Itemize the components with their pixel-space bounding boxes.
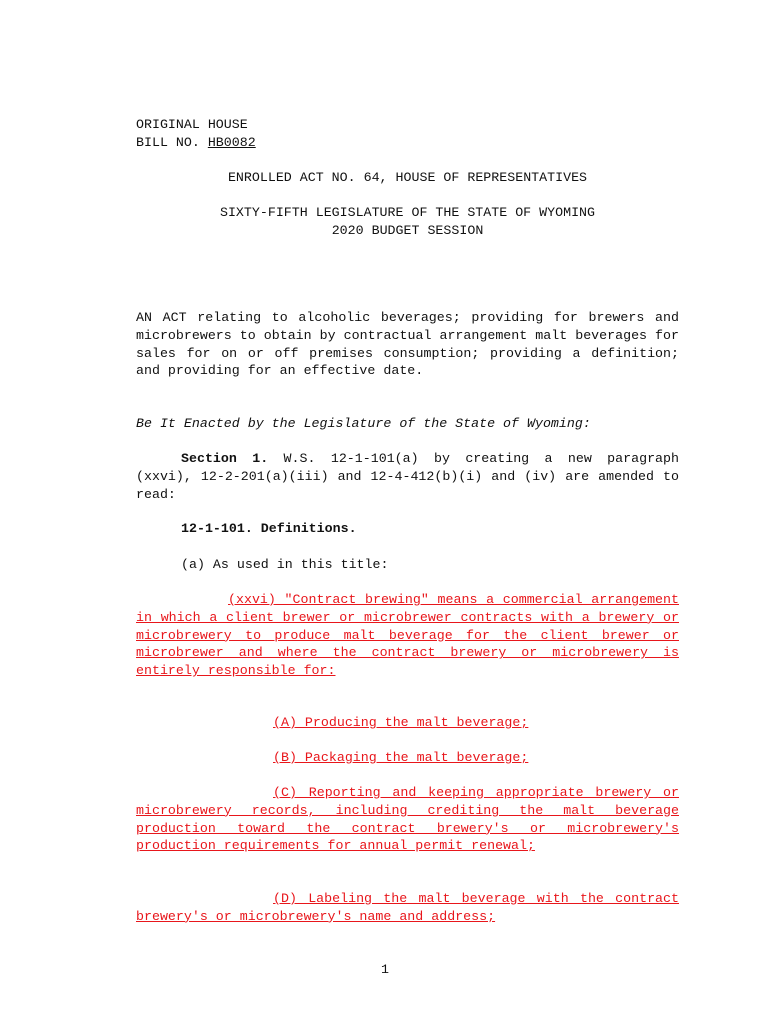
subsection-a: (a) As used in this title: bbox=[181, 557, 389, 572]
paragraph-xxvi: (xxvi) "Contract brewing" means a commercial arrangement in which a client brewer or microbrewer contracts with a brewery or microbrewery to produce malt beverage for the client brewer or microbrewer and where the contract brewery or microbrewery is entirely responsible for: bbox=[136, 592, 679, 679]
page-number: 1 bbox=[381, 962, 389, 977]
legislature-block bbox=[136, 204, 679, 240]
section-1 bbox=[136, 450, 679, 503]
item-c: (C) Reporting and keeping appropriate brewery or microbrewery records, including crediting the malt beverage production toward the contract brewery's or microbrewery's production requirements for annual permit renewal; bbox=[136, 785, 679, 854]
legislature-line: SIXTY-FIFTH LEGISLATURE OF THE STATE OF WYOMING bbox=[219, 205, 596, 220]
bill-number-line bbox=[136, 134, 679, 152]
bill-header bbox=[136, 116, 679, 152]
enrolled-act-line: ENROLLED ACT NO. 64, HOUSE OF REPRESENTATIVES bbox=[227, 170, 588, 185]
act-summary: AN ACT relating to alcoholic beverages; providing for brewers and microbrewers to obtain by contractual arrangement malt beverages for sales for on or off premises consumption; providing a definition; and providing for an effective date. bbox=[136, 310, 679, 379]
session-line: 2020 BUDGET SESSION bbox=[331, 222, 484, 238]
item-d: (D) Labeling the malt beverage with the contract brewery's or microbrewery's name and address; bbox=[136, 891, 679, 924]
item-a: (A) Producing the malt beverage; bbox=[273, 715, 529, 730]
enacting-clause: Be It Enacted by the Legislature of the State of Wyoming: bbox=[136, 416, 591, 431]
bill-number: HB0082 bbox=[207, 134, 256, 150]
item-b: (B) Packaging the malt beverage; bbox=[273, 750, 529, 765]
section-1-text: W.S. 12-1-101(a) by creating a new paragraph (xxvi), 12-2-201(a)(iii) and 12-4-412(b)(i) and (iv) are amended to read: bbox=[136, 451, 679, 502]
bill-number-prefix: BILL NO. bbox=[136, 134, 208, 150]
statute-heading: 12-1-101. Definitions. bbox=[181, 521, 357, 536]
section-1-label: Section 1. bbox=[181, 451, 269, 466]
origin-line: ORIGINAL HOUSE bbox=[136, 117, 248, 132]
